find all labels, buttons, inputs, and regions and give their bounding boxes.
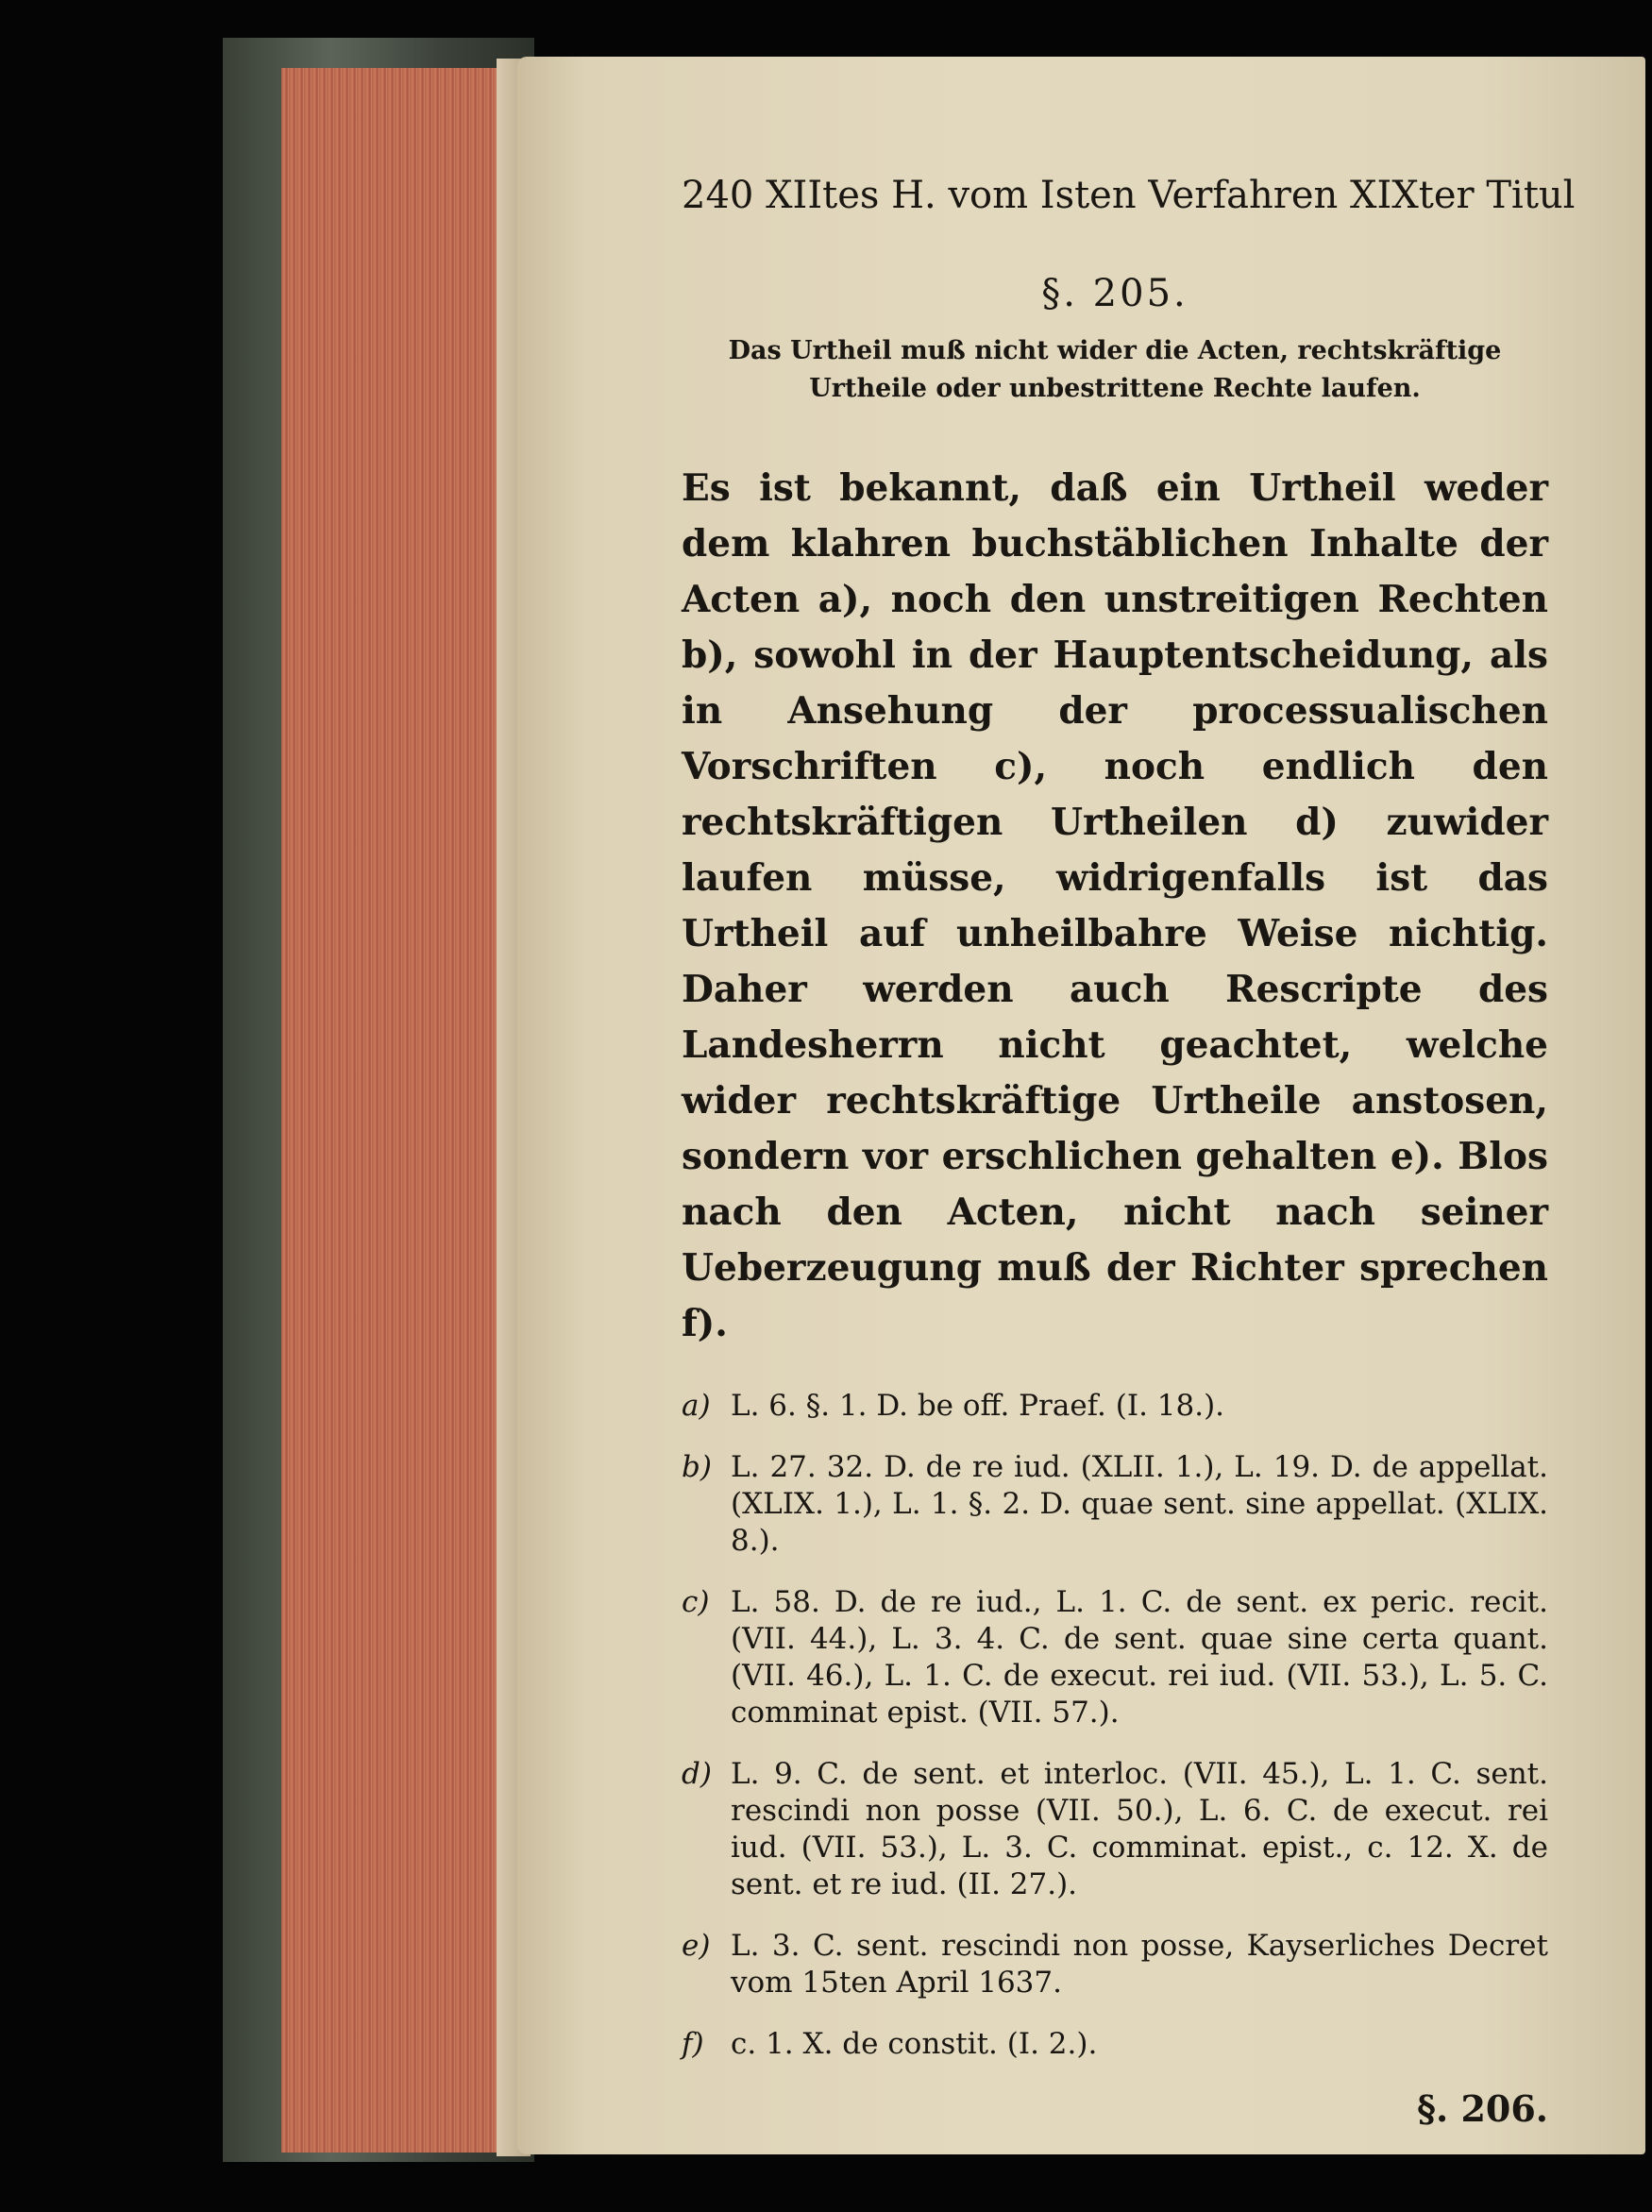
footnote-text: L. 9. C. de sent. et interloc. (VII. 45.), L. 1. C. sent. rescindi non posse (VII. 50.), L. 6. C. de execut. rei iud. (VII. 53.), L. 3. C. comminat. epist., c. 12. X. de sent. et re iud. (II. 27.). (731, 1757, 1548, 1901)
footnote-mark: a) (682, 1389, 711, 1423)
footnote (682, 1388, 1548, 1425)
page-text (682, 174, 1576, 2130)
running-head: 240 XIItes H. vom Isten Verfahren XIXter Titul (682, 174, 1576, 217)
page-edges (281, 68, 522, 2153)
catchword: §. 206. (1417, 2087, 1548, 2130)
footnote (682, 1756, 1548, 1903)
footnote-text: L. 58. D. de re iud., L. 1. C. de sent. ex peric. recit. (VII. 44.), L. 3. 4. C. de sent. quae sine certa quant. (VII. 46.), L. 1. C. de execut. rei iud. (VII. 53.), L. 5. C. comminat epist. (VII. 57.). (731, 1585, 1548, 1730)
footnote (682, 2026, 1548, 2063)
footnote-mark: b) (682, 1450, 712, 1484)
footnote-text: L. 3. C. sent. rescindi non posse, Kayserliches Decret vom 15ten April 1637. (731, 1929, 1548, 2000)
footnote-mark: d) (682, 1757, 712, 1791)
footnote-mark: f) (682, 2027, 704, 2061)
footnote-text: L. 6. §. 1. D. be off. Praef. (I. 18.). (731, 1389, 1225, 1423)
footnote-mark: e) (682, 1929, 711, 1963)
section-number: §. 205. (1041, 272, 1188, 315)
footnote-text: L. 27. 32. D. de re iud. (XLII. 1.), L. 19. D. de appellat. (XLIX. 1.), L. 1. §. 2. D. quae sent. sine appellat. (XLIX. 8.). (731, 1450, 1548, 1558)
footnote (682, 1584, 1548, 1731)
section-summary: Das Urtheil muß nicht wider die Acten, rechtskräftige Urtheile oder unbestrittene Rechte laufen. (728, 336, 1502, 403)
footnote (682, 1449, 1548, 1560)
body-paragraph: Es ist bekannt, daß ein Urtheil weder dem klahren buchstäblichen Inhalte der Acten a), noch den unstreitigen Rechten b), sowohl in der Hauptentscheidung, als in Ansehung der processualischen Vorschriften c), noch endlich den rechtskräftigen Urtheilen d) zuwider laufen müsse, widrigenfalls ist das Urtheil auf unheilbahre Weise nichtig. Daher werden auch Rescripte des Landesherrn nicht geachtet, welche wider rechtskräftige Urtheile anstosen, sondern vor erschlichen gehalten e). Blos nach den Acten, nicht nach seiner Ueberzeugung muß der Richter sprechen f). (682, 466, 1548, 1345)
footnote-text: c. 1. X. de constit. (I. 2.). (731, 2027, 1098, 2061)
footnote-mark: c) (682, 1585, 710, 1619)
footnote (682, 1928, 1548, 2001)
